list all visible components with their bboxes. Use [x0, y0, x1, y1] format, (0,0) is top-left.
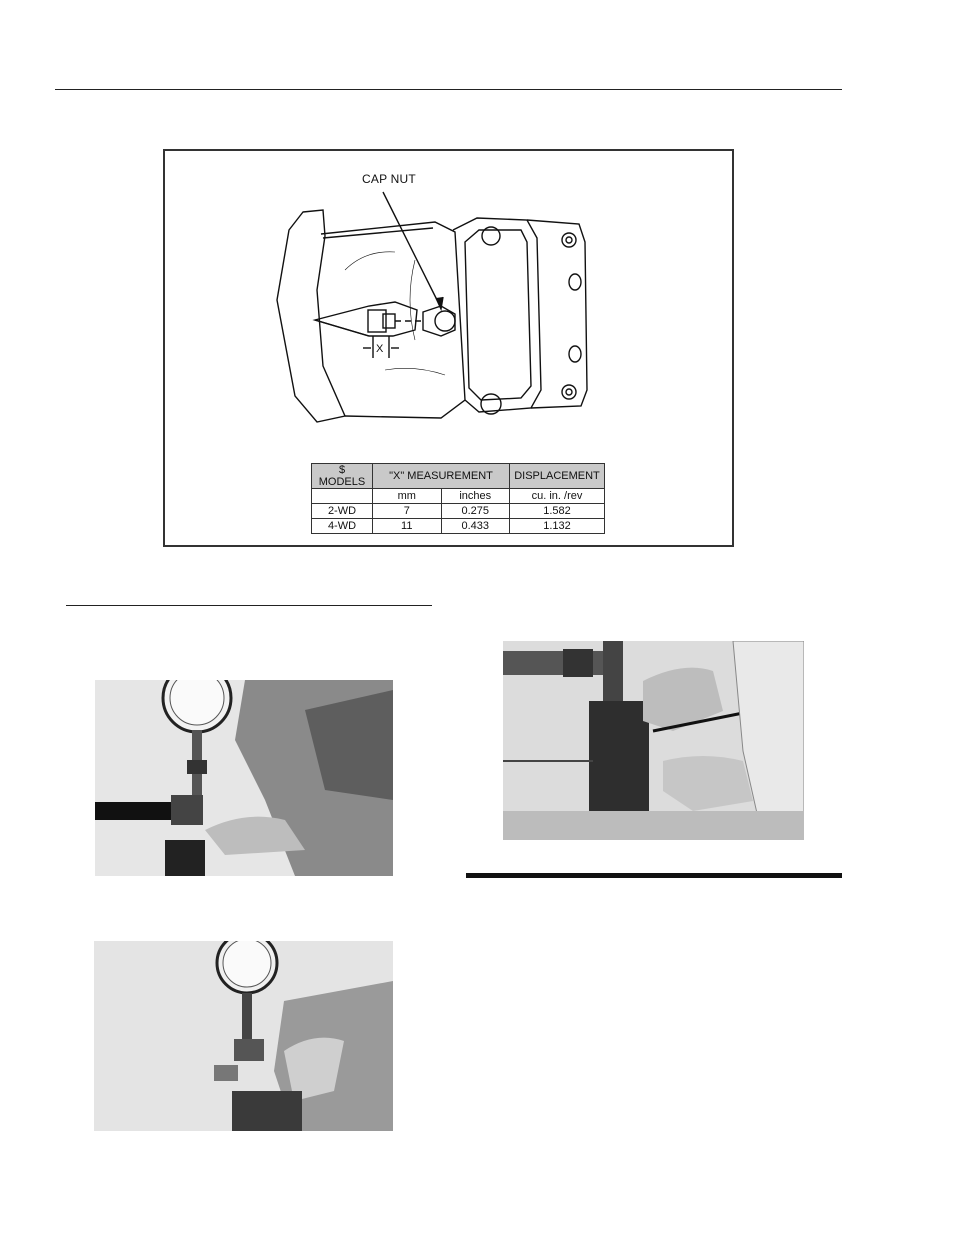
header-rule [55, 89, 842, 90]
table-units-row [312, 489, 605, 504]
pressure-gauge-photo-1 [95, 680, 393, 876]
table-cell: 2-WD [312, 504, 373, 519]
unit-blank [312, 489, 373, 504]
pressure-gauge-photo-2 [94, 941, 393, 1131]
header-x-measurement: "X" MEASUREMENT [373, 464, 510, 489]
valve-adjustment-photo [503, 641, 804, 840]
unit-mm: mm [373, 489, 442, 504]
cap-nut-callout: CAP NUT [362, 172, 416, 186]
table-cell: 11 [373, 519, 442, 534]
table-cell: 0.433 [441, 519, 510, 534]
table-cell: 4-WD [312, 519, 373, 534]
table-header-row [312, 464, 605, 489]
section-rule-right [466, 873, 842, 878]
displacement-table [311, 463, 605, 534]
table-row [312, 504, 605, 519]
table-row [312, 519, 605, 534]
pump-drawing [265, 190, 595, 430]
table-cell: 1.582 [510, 504, 605, 519]
table-cell: 0.275 [441, 504, 510, 519]
header-displacement: DISPLACEMENT [510, 464, 605, 489]
table-cell: 7 [373, 504, 442, 519]
header-models: $ MODELS [312, 464, 373, 489]
table-cell: 1.132 [510, 519, 605, 534]
unit-displacement: cu. in. /rev [510, 489, 605, 504]
x-dimension-label: X [376, 343, 384, 355]
unit-inches: inches [441, 489, 510, 504]
section-rule-left [66, 605, 432, 606]
